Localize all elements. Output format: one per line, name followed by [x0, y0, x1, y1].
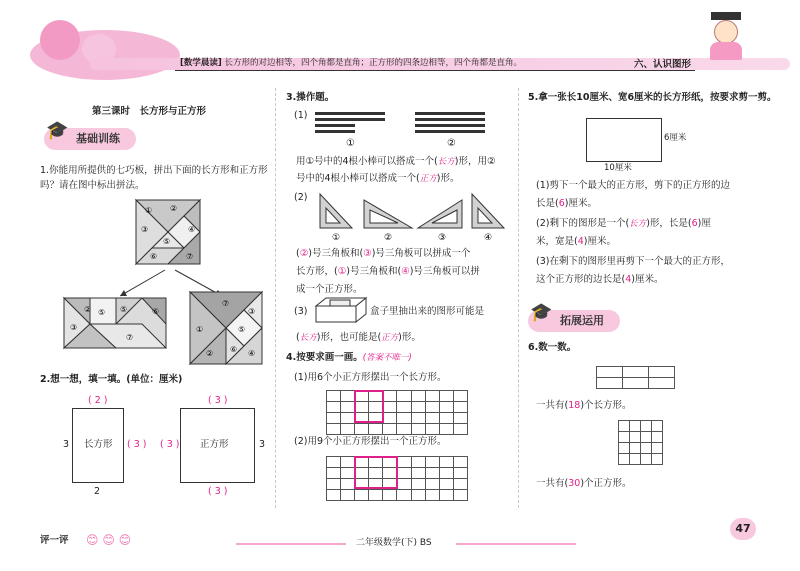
- tree-decoration: [40, 20, 80, 60]
- grid-cell: [439, 489, 454, 501]
- q5-s1: [536, 196, 597, 211]
- ruler-label: ③: [438, 233, 447, 243]
- q3-line1: [296, 154, 496, 170]
- q5-s3: [536, 272, 663, 287]
- q3-line6: 盒子里抽出来的图形可能是: [370, 306, 485, 317]
- grid-cell: [326, 423, 341, 435]
- footer-book-title: 二年级数学(下) BS: [356, 538, 432, 548]
- stick-bundle-1: [315, 112, 385, 133]
- tangram-source: [136, 200, 200, 264]
- q6-c2: [536, 476, 632, 491]
- answer: 长方: [437, 157, 455, 167]
- motto-tag: [数学晨读]: [180, 58, 222, 68]
- piece-label: ⑤: [238, 325, 246, 334]
- grid-cell: [354, 489, 369, 501]
- answer: ②: [299, 248, 309, 259]
- text: )厘米。: [631, 274, 664, 285]
- grid-cell: [651, 453, 663, 465]
- text: )厘米。: [564, 198, 597, 209]
- grid-cell: [340, 489, 355, 501]
- unit-title: 六、认识图形: [634, 59, 692, 70]
- square-count-grid: [618, 420, 662, 464]
- piece-label: ⑤: [98, 308, 106, 317]
- grid-cell: [354, 423, 369, 435]
- rectangle-count-grid: [596, 366, 674, 388]
- triangle-ruler-1: [320, 194, 352, 228]
- text: )厘米。: [583, 236, 616, 247]
- answer: 6: [558, 198, 565, 209]
- arrow-left: [120, 270, 165, 296]
- ruler-label: ②: [384, 233, 393, 243]
- q3-line7: [296, 330, 421, 346]
- piece-label: ⑤: [120, 305, 128, 314]
- answer: ①: [337, 266, 347, 277]
- q6-c1: [536, 398, 632, 413]
- text: )号三角板和(: [308, 248, 364, 259]
- grid-cell: [396, 423, 411, 435]
- width-label: 10厘米: [604, 163, 632, 173]
- answer: ④: [401, 266, 410, 277]
- q5-s2: [536, 216, 711, 232]
- q2-text: 2.想一想，填一填。(单位：厘米): [40, 374, 183, 385]
- text: 一共有(: [536, 400, 569, 411]
- grid-cell: [368, 489, 383, 501]
- triangle-rulers: [312, 192, 512, 244]
- grid-cell: [326, 489, 341, 501]
- lesson-title: 第三课时 长方形与正方形: [92, 106, 207, 117]
- grid-cell: [439, 423, 454, 435]
- grid-cell: [396, 489, 411, 501]
- text: )个长方形。: [580, 400, 632, 411]
- text: (2)剩下的图形是一个(: [536, 218, 630, 229]
- q4-note: (答案不唯一): [362, 353, 412, 363]
- q4-title: 4.按要求画一画。: [286, 352, 363, 363]
- q4-heading: [286, 350, 412, 366]
- text: 用①号中的4根小棒可以搭成一个(: [296, 156, 438, 167]
- footer-line-right: [456, 543, 576, 545]
- grid-cell: [648, 377, 675, 389]
- piece-label: ④: [188, 225, 196, 234]
- grid-cell: [425, 423, 440, 435]
- q5-s1a: (1)剪下一个最大的正方形，剪下的正方形的边: [536, 180, 730, 191]
- piece-label: ⑤: [163, 237, 171, 246]
- text: (: [296, 248, 300, 259]
- answer: 长方: [629, 219, 647, 229]
- grid-cell: [411, 489, 426, 501]
- section-banner-extend: [528, 302, 620, 332]
- rect-label: 长方形: [84, 439, 113, 450]
- text: )厘: [697, 218, 711, 229]
- piece-label: ⑥: [230, 345, 238, 354]
- text: )形，用②: [454, 156, 496, 167]
- morning-reading: [180, 56, 522, 68]
- footer-review: 评一评: [40, 535, 69, 546]
- piece-label: ⑦: [126, 333, 134, 342]
- grid-cell: [453, 489, 468, 501]
- text: 号中的4根小棒可以搭成一个(: [296, 173, 420, 184]
- text: (: [296, 332, 300, 343]
- bundle-label: ②: [447, 138, 456, 149]
- grid-cell: [453, 423, 468, 435]
- triangle-ruler-3: [418, 200, 462, 228]
- q5-s3a: (3)在剩下的图形里再剪下一个最大的正方形，: [536, 256, 730, 267]
- q3-line4: [296, 264, 480, 279]
- text: )形。: [398, 332, 421, 343]
- text: )号三角板和(: [346, 266, 402, 277]
- drawing-grid-1[interactable]: [326, 390, 468, 434]
- piece-label: ④: [248, 349, 256, 358]
- grid-cell: [368, 423, 383, 435]
- q4-sub2: (2)用9个小正方形摆出一个正方形。: [294, 436, 447, 447]
- grid-cell: [382, 489, 397, 501]
- square-right-side: 3: [259, 439, 266, 450]
- text: 一共有(: [536, 478, 569, 489]
- answer: 6: [691, 218, 698, 229]
- tangram-rectangle: [64, 298, 166, 348]
- rating-icons[interactable]: 😊 😊 😊: [86, 533, 132, 547]
- text: )形。: [436, 173, 460, 184]
- mascot-icon: [705, 12, 747, 60]
- rect-left-side: 3: [63, 439, 70, 450]
- text: 长方形，(: [296, 266, 338, 277]
- q3-line3: [296, 246, 470, 261]
- paper-rectangle: [586, 118, 662, 162]
- text: )形，也可能是(: [316, 332, 382, 343]
- piece-label: ⑦: [222, 299, 230, 308]
- ruler-label: ④: [484, 233, 493, 243]
- text: 米，宽是(: [536, 236, 578, 247]
- header-divider: [175, 70, 695, 71]
- answer: 30: [568, 478, 581, 489]
- grid-cell: [340, 423, 355, 435]
- section-title-basic: 基础训练: [76, 132, 120, 145]
- drawn-rectangle: [354, 390, 384, 423]
- piece-label: ②: [206, 349, 214, 358]
- text: )号三角板可以拼: [409, 266, 480, 277]
- piece-label: ⑦: [186, 252, 194, 261]
- q5-s2-cont: [536, 234, 616, 249]
- grid-cell: [382, 423, 397, 435]
- answer: 4: [577, 236, 584, 247]
- ruler-label: ①: [332, 233, 341, 243]
- q5-title: 5.拿一张长10厘米、宽6厘米的长方形纸，按要求剪一剪。: [528, 92, 777, 103]
- q6-title: 6.数一数。: [528, 342, 577, 353]
- stick-bundle-2: [415, 112, 485, 133]
- drawn-square: [354, 456, 398, 489]
- square-left-answer: ( 3 ): [160, 439, 180, 450]
- answer: 正方: [419, 174, 437, 184]
- square-bottom-answer: ( 3 ): [208, 486, 228, 497]
- text: 这个正方形的边长是(: [536, 274, 626, 285]
- tangram-square: [190, 292, 262, 364]
- answer: 正方: [381, 333, 399, 343]
- bundle-label: ①: [346, 138, 355, 149]
- graduation-cap-icon: 🎓: [46, 120, 69, 141]
- text: 长是(: [536, 198, 559, 209]
- page-number: 47: [730, 518, 756, 540]
- square-label: 正方形: [200, 439, 229, 450]
- grid-cell: [411, 423, 426, 435]
- section-banner-basic: [44, 120, 136, 150]
- triangle-ruler-2: [364, 200, 412, 228]
- piece-label: ⑥: [150, 252, 158, 261]
- answer: ③: [363, 248, 372, 259]
- motto-text: 长方形的对边相等，四个角都是直角；正方形的四条边相等，四个角都是直角。: [224, 58, 522, 68]
- q3-line2: [296, 171, 460, 187]
- q4-sub1: (1)用6个小正方形摆出一个长方形。: [294, 372, 447, 383]
- q3-line5: 成一个正方形。: [296, 284, 363, 295]
- rect-bottom-side: 2: [94, 486, 101, 497]
- answer: 4: [625, 274, 632, 285]
- box-icon: [312, 296, 368, 326]
- answer: 长方: [299, 333, 317, 343]
- text: )形，长是(: [646, 218, 692, 229]
- stick-bundles: [310, 110, 510, 150]
- rect-right-answer: ( 3 ): [127, 439, 147, 450]
- q1-text: 1.你能用所提供的七巧板，拼出下面的长方形和正方形吗？请在图中标出拼法。: [40, 165, 268, 192]
- text: )个正方形。: [580, 478, 632, 489]
- rect-top-answer: ( 2 ): [88, 395, 108, 406]
- q3-part3-label: (3): [294, 306, 308, 317]
- column-divider: [518, 88, 519, 508]
- text: )号三角板可以拼成一个: [371, 248, 471, 259]
- piece-label: ①: [196, 325, 204, 334]
- q3-title: 3.操作题。: [286, 92, 335, 103]
- section-title-extend: 拓展运用: [560, 314, 604, 327]
- square-top-answer: ( 3 ): [208, 395, 228, 406]
- footer-line-left: [236, 543, 346, 545]
- piece-label: ③: [70, 323, 78, 332]
- piece-label: ②: [84, 305, 92, 314]
- q3-part2-label: (2): [294, 192, 308, 203]
- piece-label: ⑥: [152, 307, 160, 316]
- grid-cell: [596, 377, 623, 389]
- column-divider: [275, 88, 276, 508]
- graduation-cap-icon: 🎓: [530, 302, 553, 323]
- piece-label: ②: [170, 204, 178, 213]
- page-header: [0, 0, 800, 78]
- q3-part1-label: (1): [294, 110, 308, 121]
- height-label: 6厘米: [664, 133, 687, 143]
- piece-label: ③: [248, 307, 256, 316]
- piece-label: ①: [145, 206, 153, 215]
- grid-cell: [622, 377, 649, 389]
- answer: 18: [568, 400, 581, 411]
- tangram-figures: [60, 192, 270, 372]
- piece-label: ③: [141, 225, 149, 234]
- grid-cell: [425, 489, 440, 501]
- triangle-ruler-4: [472, 194, 504, 228]
